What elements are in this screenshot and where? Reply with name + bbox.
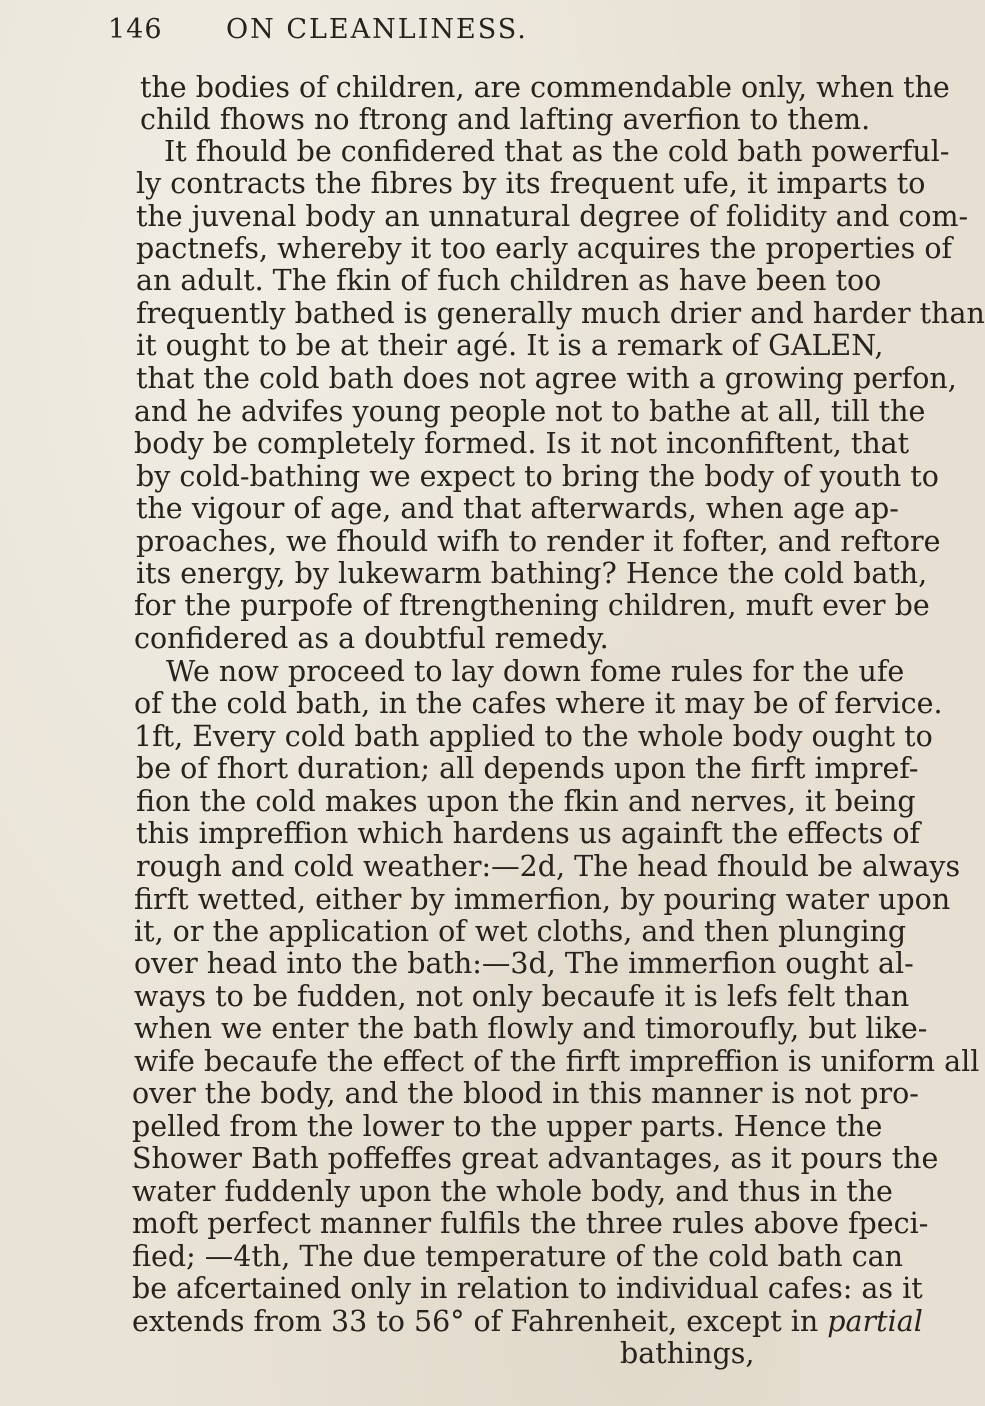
text-line: ly contracts the fibres by its frequent ufe, it imparts to <box>136 167 926 200</box>
text-line: it ought to be at their agé. It is a remark of GALEN, <box>136 329 884 362</box>
text-line: it, or the application of wet cloths, and then plunging <box>134 915 907 948</box>
running-title: ON CLEANLINESS. <box>226 14 528 45</box>
text-line: water fuddenly upon the whole body, and thus in the <box>132 1175 893 1208</box>
text-line: rough and cold weather:—2d, The head fhould be always <box>136 850 961 883</box>
text-line: of the cold bath, in the cafes where it may be of fervice. <box>134 687 943 720</box>
text-line: It fhould be confidered that as the cold bath powerful- <box>164 135 950 168</box>
text-line: We now proceed to lay down fome rules for the ufe <box>166 655 905 688</box>
text-line: over head into the bath:—3d, The immerfion ought al- <box>134 947 914 980</box>
text-line: Shower Bath poffeffes great advantages, as it pours the <box>132 1142 939 1175</box>
text-line: fion the cold makes upon the fkin and nerves, it being <box>136 785 916 818</box>
text-line: when we enter the bath flowly and timoroufly, but like- <box>134 1012 928 1045</box>
text-line: the bodies of children, are commendable only, when the <box>140 71 950 104</box>
text-line: by cold-bathing we expect to bring the body of youth to <box>136 460 939 493</box>
text-line: be of fhort duration; all depends upon the firft impref- <box>136 752 919 785</box>
catchword: bathings, <box>620 1337 755 1370</box>
text-line: fied; —4th, The due temperature of the cold bath can <box>132 1240 904 1273</box>
text-line: wife becaufe the effect of the firft impreffion is uniform all <box>134 1045 980 1078</box>
text-line: its energy, by lukewarm bathing? Hence the cold bath, <box>136 557 928 590</box>
text-line: child fhows no ftrong and lafting averfion to them. <box>140 103 871 136</box>
text-line: for the purpofe of ftrengthening children, muft ever be <box>134 589 930 622</box>
text-line: confidered as a doubtful remedy. <box>134 622 609 655</box>
text-line: and he advifes young people not to bathe at all, till the <box>134 395 926 428</box>
text-line: that the cold bath does not agree with a growing perfon, <box>136 362 957 395</box>
text-line: pelled from the lower to the upper parts. Hence the <box>132 1110 883 1143</box>
text-line: be afcertained only in relation to individual cafes: as it <box>132 1272 923 1305</box>
text-line: frequently bathed is generally much drier and harder than <box>136 297 985 330</box>
text-line: over the body, and the blood in this manner is not pro- <box>132 1077 919 1110</box>
text-line: moft perfect manner fulfils the three rules above fpeci- <box>132 1207 929 1240</box>
text-line: the juvenal body an unnatural degree of folidity and com- <box>136 200 969 233</box>
page-number: 146 <box>108 14 163 45</box>
text-line: body be completely formed. Is it not inconfiftent, that <box>134 427 910 460</box>
italic-word: partial <box>827 1305 923 1338</box>
text-line: 1ft, Every cold bath applied to the whole body ought to <box>134 720 933 753</box>
text-line: the vigour of age, and that afterwards, when age ap- <box>136 492 899 525</box>
text-line: firft wetted, either by immerfion, by pouring water upon <box>134 883 951 916</box>
text-line: ways to be fudden, not only becaufe it is lefs felt than <box>134 980 910 1013</box>
text-line: this impreffion which hardens us againft the effects of <box>136 817 921 850</box>
text-line <box>132 1306 923 1339</box>
text-line: proaches, we fhould wifh to render it fofter, and reftore <box>136 525 941 558</box>
text-line: pactnefs, whereby it too early acquires the properties of <box>136 232 953 265</box>
text-fragment: extends from 33 to 56° of Fahrenheit, except in <box>132 1305 819 1338</box>
text-line: an adult. The fkin of fuch children as have been too <box>136 264 882 297</box>
running-head <box>108 14 588 45</box>
